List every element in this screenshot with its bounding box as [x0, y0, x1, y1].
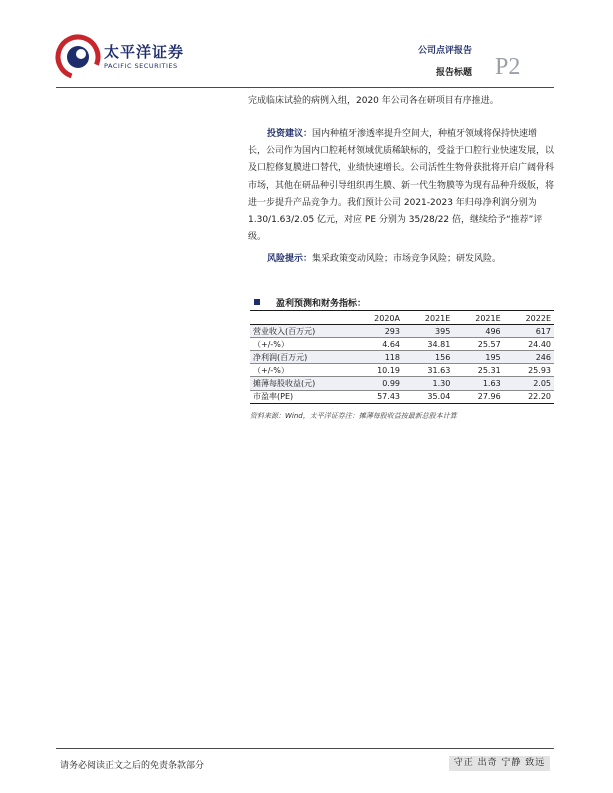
row-label: 市盈率(PE): [250, 390, 352, 403]
table-row: [250, 338, 554, 351]
table-cell: 496: [453, 325, 503, 338]
footer-motto: 守正 出奇 宁静 致远: [449, 756, 550, 771]
pacific-securities-logo: [55, 34, 101, 80]
table-cell: 24.40: [504, 338, 554, 351]
table-cell: 27.96: [453, 390, 503, 403]
table-cell: 0.99: [352, 377, 403, 390]
risk-lead: 风险提示：: [267, 254, 313, 264]
table-cell: 195: [453, 351, 503, 364]
table-cell: 31.63: [403, 364, 453, 377]
table-cell: 293: [352, 325, 403, 338]
table-row: [250, 325, 554, 338]
table-cell: 22.20: [504, 390, 554, 403]
table-row: [250, 377, 554, 390]
row-label: 营业收入(百万元): [250, 325, 352, 338]
table-row: [250, 390, 554, 403]
table-cell: 4.64: [352, 338, 403, 351]
footer-divider: [56, 748, 554, 749]
paragraph-investment-advice: [248, 126, 554, 246]
row-label: 净利润(百万元): [250, 351, 352, 364]
row-label: （+/-%）: [250, 338, 352, 351]
column-header: [250, 312, 352, 325]
paragraph-intro: [248, 93, 554, 110]
table-cell: 34.81: [403, 338, 453, 351]
table-source-note: 资料来源：Wind，太平洋证券注：摊薄每股收益按最新总股本计算: [250, 412, 457, 420]
report-title: 报告标题: [436, 68, 473, 78]
header-divider: [56, 87, 554, 88]
table-cell: 118: [352, 351, 403, 364]
table-cell: 57.43: [352, 390, 403, 403]
square-bullet-icon: [254, 299, 260, 305]
report-type: 公司点评报告: [418, 46, 473, 56]
table-cell: 617: [504, 325, 554, 338]
column-header: 2020A: [352, 312, 403, 325]
table-cell: 35.04: [403, 390, 453, 403]
financial-forecast-table: [250, 312, 554, 404]
intro-text: 完成临床试验的病例入组，2020 年公司各在研项目有序推进。: [248, 96, 499, 106]
paragraph-risk: [248, 251, 554, 268]
table-top-rule: [250, 310, 554, 311]
footer-disclaimer: 请务必阅读正文之后的免责条款部分: [60, 761, 205, 771]
risk-text: 集采政策变动风险；市场竞争风险；研发风险。: [312, 254, 502, 264]
table-cell: 2.05: [504, 377, 554, 390]
table-cell: 25.57: [453, 338, 503, 351]
table-title: 盈利预测和财务指标：: [276, 299, 367, 309]
advice-text: 国内种植牙渗透率提升空间大，种植牙领域将保持快速增长，公司作为国内口腔耗材领域优质稀缺标的，受益于口腔行业快速发展，以及口腔修复膜进口替代，业绩快速增长。公司活性生物骨获批将开启广阔骨科市场，其他在研品种引导组织再生膜、新一代生物膜等为现有品种升级版，将进一步提升产品竞争力。我们预计公司 2021-2023 年归母净利润分别为 1.30/1.63/2.05 亿元，对应 PE 分别为 35/28/22 倍，继续给予“推荐”评级。: [248, 129, 555, 243]
column-header: 2022E: [504, 312, 554, 325]
advice-lead: 投资建议：: [267, 129, 313, 139]
table-header-row: [250, 312, 554, 325]
brand-name-en: PACIFIC SECURITIES: [104, 62, 178, 70]
table-cell: 395: [403, 325, 453, 338]
page-number: P2: [495, 54, 521, 80]
table-row: [250, 364, 554, 377]
table-cell: 10.19: [352, 364, 403, 377]
table-cell: 246: [504, 351, 554, 364]
brand-name-cn: 太平洋证券: [104, 43, 185, 61]
table-cell: 25.93: [504, 364, 554, 377]
column-header: 2021E: [453, 312, 503, 325]
column-header: 2021E: [403, 312, 453, 325]
row-label: 摊薄每股收益(元): [250, 377, 352, 390]
table-cell: 1.63: [453, 377, 503, 390]
table-cell: 1.30: [403, 377, 453, 390]
row-label: （+/-%）: [250, 364, 352, 377]
table-cell: 156: [403, 351, 453, 364]
table-row: [250, 351, 554, 364]
table-cell: 25.31: [453, 364, 503, 377]
